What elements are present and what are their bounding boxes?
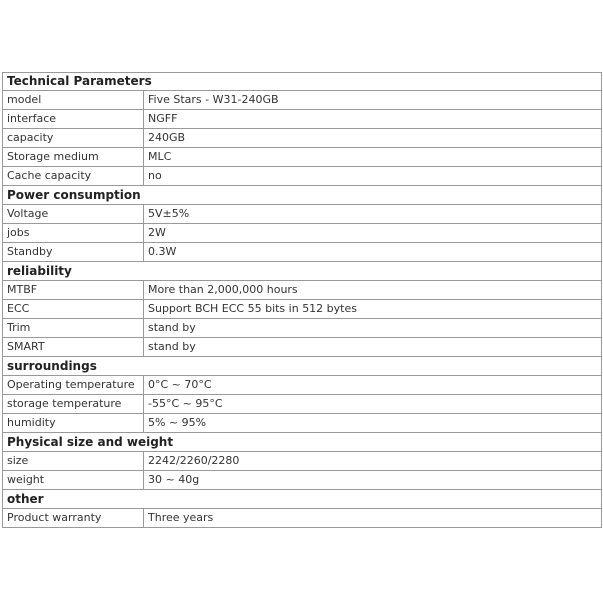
section-title: reliability — [3, 262, 602, 281]
spec-label: Cache capacity — [3, 167, 144, 186]
spec-label: storage temperature — [3, 395, 144, 414]
spec-label: interface — [3, 110, 144, 129]
spec-label: Operating temperature — [3, 376, 144, 395]
spec-value: 2242/2260/2280 — [144, 452, 602, 471]
spec-value: 0°C ~ 70°C — [144, 376, 602, 395]
spec-value: stand by — [144, 338, 602, 357]
spec-label: Product warranty — [3, 509, 144, 528]
section-title: Technical Parameters — [3, 73, 602, 91]
section-header-row — [3, 433, 602, 452]
spec-row — [3, 452, 602, 471]
spec-label: weight — [3, 471, 144, 490]
spec-label: SMART — [3, 338, 144, 357]
spec-row — [3, 91, 602, 110]
section-header-row — [3, 73, 602, 91]
spec-row — [3, 509, 602, 528]
spec-label: model — [3, 91, 144, 110]
spec-label: MTBF — [3, 281, 144, 300]
spec-row — [3, 376, 602, 395]
section-header-row — [3, 186, 602, 205]
spec-row — [3, 129, 602, 148]
spec-value: Five Stars - W31-240GB — [144, 91, 602, 110]
spec-row — [3, 471, 602, 490]
spec-value: MLC — [144, 148, 602, 167]
spec-value: -55°C ~ 95°C — [144, 395, 602, 414]
spec-value: no — [144, 167, 602, 186]
spec-label: Standby — [3, 243, 144, 262]
spec-value: 5V±5% — [144, 205, 602, 224]
spec-value: 0.3W — [144, 243, 602, 262]
spec-row — [3, 414, 602, 433]
section-title: Physical size and weight — [3, 433, 602, 452]
spec-label: Storage medium — [3, 148, 144, 167]
spec-value: 30 ~ 40g — [144, 471, 602, 490]
spec-label: Trim — [3, 319, 144, 338]
section-title: Power consumption — [3, 186, 602, 205]
spec-label: capacity — [3, 129, 144, 148]
spec-row — [3, 205, 602, 224]
section-header-row — [3, 262, 602, 281]
spec-label: jobs — [3, 224, 144, 243]
spec-value: NGFF — [144, 110, 602, 129]
spec-value: More than 2,000,000 hours — [144, 281, 602, 300]
spec-label: size — [3, 452, 144, 471]
spec-label: humidity — [3, 414, 144, 433]
spec-table — [2, 72, 602, 528]
spec-row — [3, 281, 602, 300]
spec-row — [3, 224, 602, 243]
spec-row — [3, 395, 602, 414]
section-header-row — [3, 357, 602, 376]
spec-value: 2W — [144, 224, 602, 243]
spec-value: 5% ~ 95% — [144, 414, 602, 433]
spec-row — [3, 338, 602, 357]
spec-value: stand by — [144, 319, 602, 338]
spec-row — [3, 148, 602, 167]
section-header-row — [3, 490, 602, 509]
spec-row — [3, 243, 602, 262]
spec-row — [3, 167, 602, 186]
spec-value: Support BCH ECC 55 bits in 512 bytes — [144, 300, 602, 319]
spec-value: 240GB — [144, 129, 602, 148]
spec-row — [3, 110, 602, 129]
section-title: other — [3, 490, 602, 509]
spec-row — [3, 319, 602, 338]
spec-row — [3, 300, 602, 319]
spec-label: ECC — [3, 300, 144, 319]
section-title: surroundings — [3, 357, 602, 376]
spec-label: Voltage — [3, 205, 144, 224]
spec-value: Three years — [144, 509, 602, 528]
